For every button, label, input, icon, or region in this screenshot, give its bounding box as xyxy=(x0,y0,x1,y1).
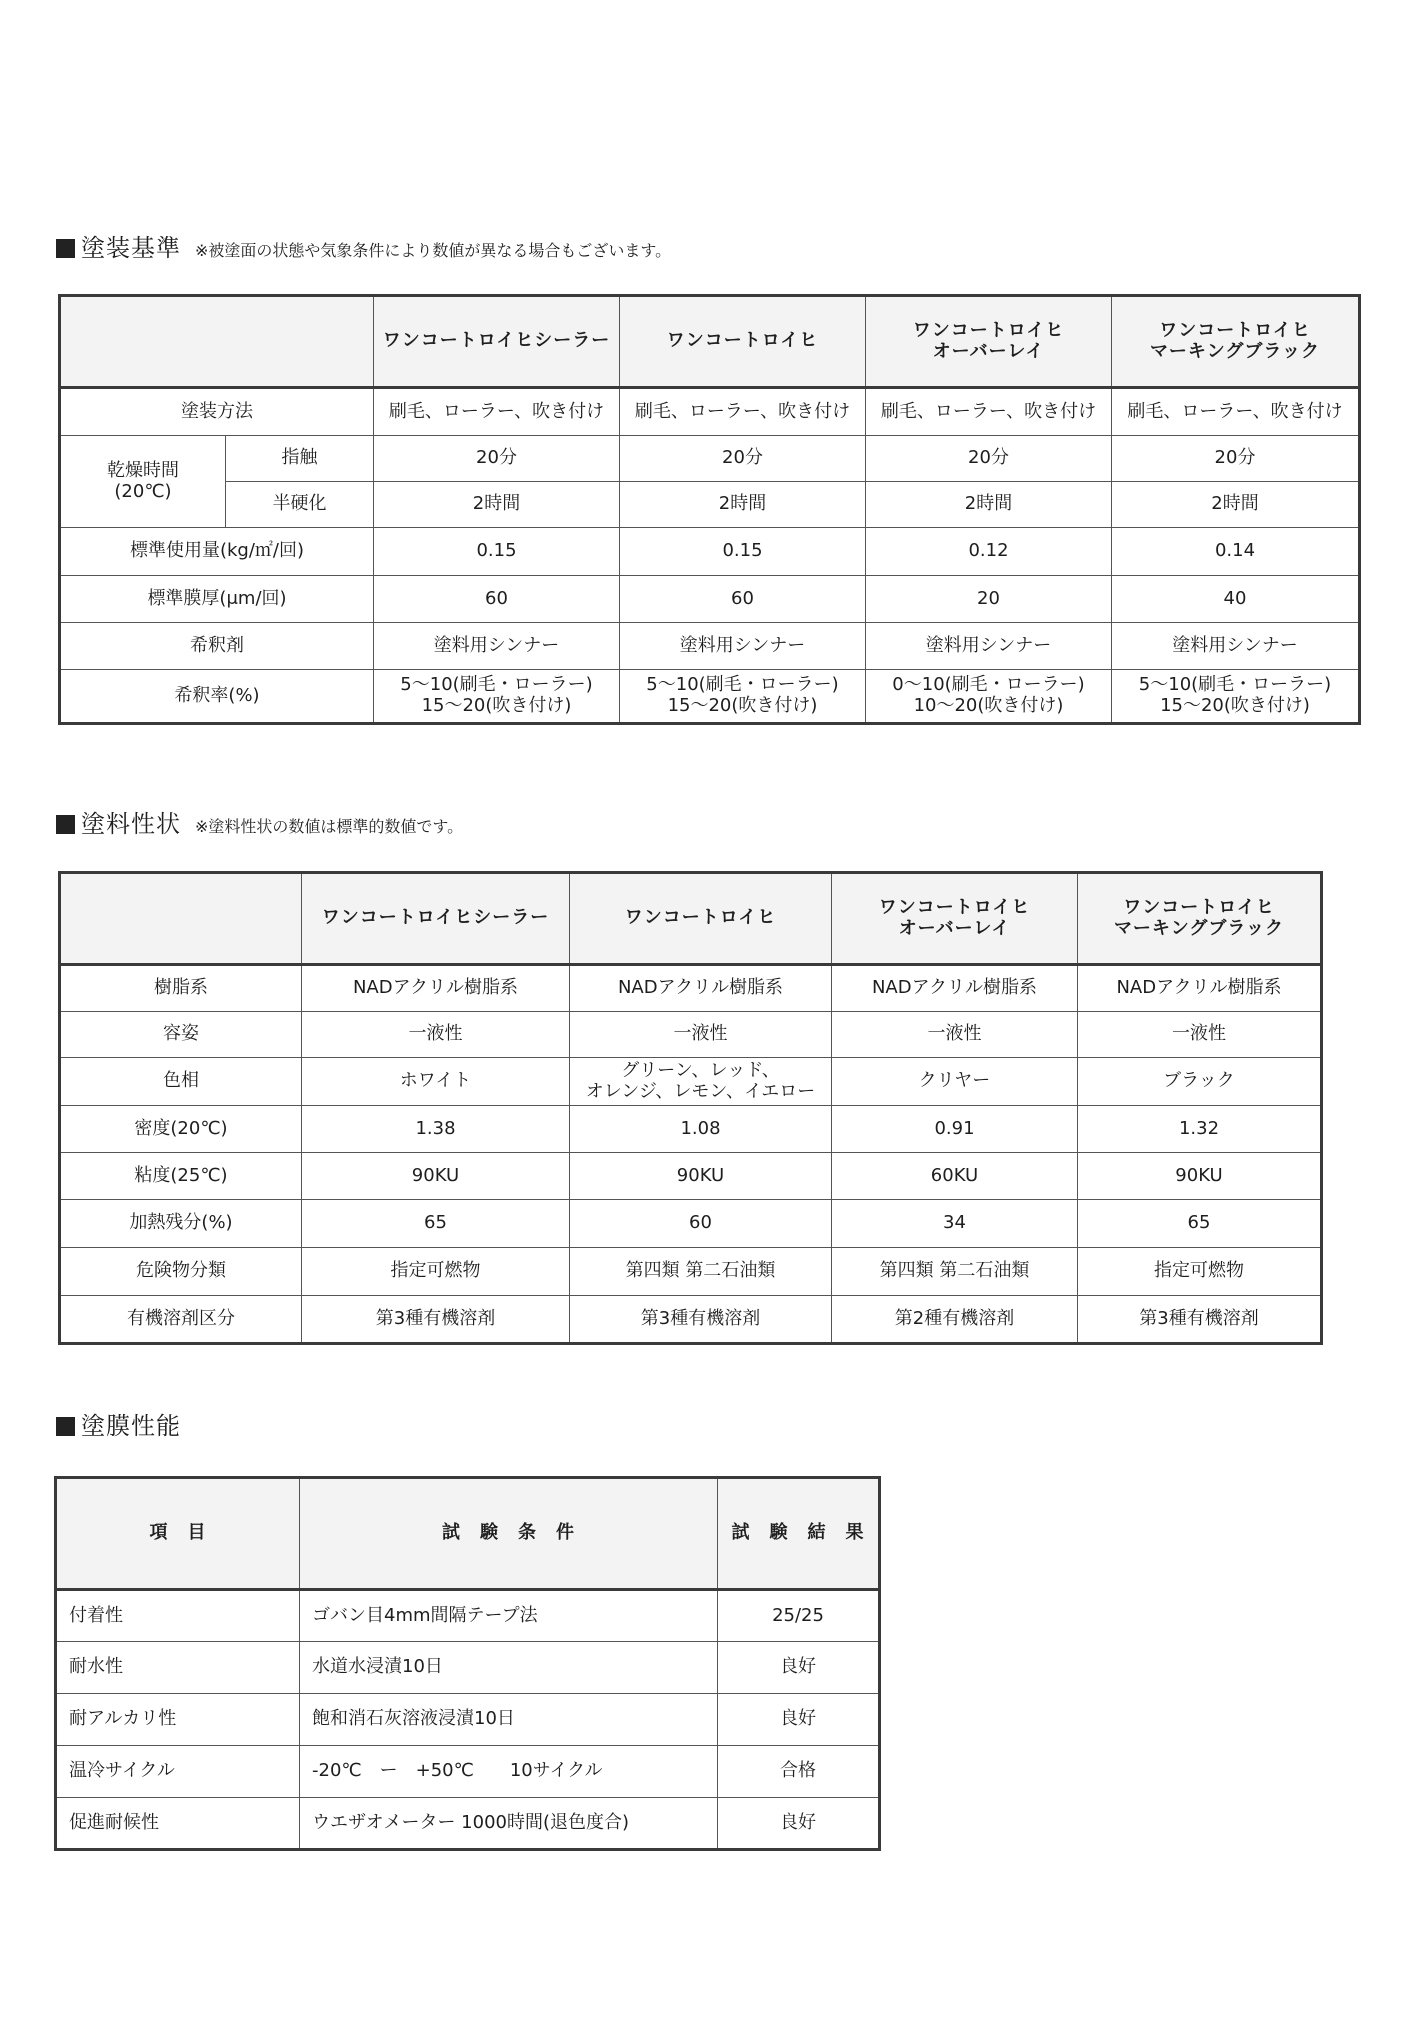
result-cell: 合格 xyxy=(718,1746,880,1798)
cell-line: 65 xyxy=(1187,1212,1211,1234)
row-label: 色相 xyxy=(60,1058,302,1106)
cell-line: ブラック xyxy=(1163,1070,1235,1092)
item-cell: 耐水性 xyxy=(56,1642,300,1694)
row-label: 密度(20℃) xyxy=(60,1106,302,1153)
cell-value: 5～10(刷毛・ローラー) 15～20(吹き付け) xyxy=(374,670,620,724)
cell-value: 0～10(刷毛・ローラー) 10～20(吹き付け) xyxy=(866,670,1112,724)
cell-line: 一液性 xyxy=(673,1023,728,1045)
cell-line: 90KU xyxy=(411,1164,460,1186)
cell-line: 第3種有機溶剤 xyxy=(640,1307,761,1329)
cell-line: 第四類 第二石油類 xyxy=(879,1260,1030,1282)
cell-value: 5～10(刷毛・ローラー) 15～20(吹き付け) xyxy=(1112,670,1360,724)
square-bullet-icon xyxy=(56,815,75,834)
cell-line: ホワイト xyxy=(399,1070,472,1092)
cell-value: 刷毛、ローラー、吹き付け xyxy=(866,388,1112,436)
row-label: 標準膜厚(μm/回) xyxy=(60,576,374,623)
cell-line: NADアクリル樹脂系 xyxy=(1116,977,1282,999)
section-note: ※塗料性状の数値は標準的数値です。 xyxy=(195,817,464,836)
cell-line: NADアクリル樹脂系 xyxy=(617,977,784,999)
cell-value: 20分 xyxy=(374,436,620,482)
cell-value: 0.15 xyxy=(374,528,620,576)
condition-cell: ゴバン目4mm間隔テープ法 xyxy=(300,1590,718,1642)
table-row xyxy=(60,436,1360,482)
section-title-paint-properties xyxy=(56,812,463,836)
table-row xyxy=(56,1798,880,1850)
coating-standard-table xyxy=(58,294,1361,725)
paint-properties-table xyxy=(58,871,1323,1345)
cell-value xyxy=(302,1248,570,1296)
row-label: 塗装方法 xyxy=(60,388,374,436)
table-row xyxy=(60,1058,1322,1106)
cell-value: 塗料用シンナー xyxy=(866,623,1112,670)
cell-value xyxy=(832,965,1078,1012)
cell-value xyxy=(1078,1106,1322,1153)
table-header-row xyxy=(60,296,1360,388)
cell-line: 65 xyxy=(424,1212,447,1234)
table-row xyxy=(60,482,1360,528)
cell-value xyxy=(570,1296,832,1344)
cell-value: 2時間 xyxy=(866,482,1112,528)
table-row xyxy=(60,528,1360,576)
sub-label: 指触 xyxy=(226,436,374,482)
cell-value xyxy=(570,1058,832,1106)
cell-line: 第3種有機溶剤 xyxy=(375,1307,496,1329)
cell-value xyxy=(1078,1153,1322,1200)
cell-value: 2時間 xyxy=(374,482,620,528)
cell-line: グリーン、レッド、 xyxy=(621,1059,780,1081)
cell-value: 40 xyxy=(1112,576,1360,623)
title-text: 塗膜性能 xyxy=(81,1412,181,1440)
cell-value: 刷毛、ローラー、吹き付け xyxy=(1112,388,1360,436)
section-title-film-performance xyxy=(56,1414,181,1438)
table-row xyxy=(60,388,1360,436)
cell-value xyxy=(832,1012,1078,1058)
title-text: 塗料性状 xyxy=(81,810,181,838)
cell-line: 0.91 xyxy=(934,1117,975,1139)
item-cell: 促進耐候性 xyxy=(56,1798,300,1850)
header-result: 試 験 結 果 xyxy=(718,1478,880,1590)
cell-value xyxy=(832,1106,1078,1153)
product-header: ワンコートロイヒ オーバーレイ xyxy=(832,873,1078,965)
product-header: ワンコートロイヒシーラー xyxy=(302,873,570,965)
cell-line: 一液性 xyxy=(1172,1023,1226,1045)
cell-value xyxy=(832,1058,1078,1106)
cell-value xyxy=(1078,1248,1322,1296)
cell-value: 刷毛、ローラー、吹き付け xyxy=(620,388,866,436)
table-row xyxy=(60,1200,1322,1248)
paint-properties-body xyxy=(60,965,1322,1344)
header-item: 項 目 xyxy=(56,1478,300,1590)
cell-value: 20分 xyxy=(620,436,866,482)
cell-value xyxy=(1078,1012,1322,1058)
table-row xyxy=(56,1694,880,1746)
table-header-row xyxy=(60,873,1322,965)
title-text: 塗装基準 xyxy=(81,234,181,262)
cell-value: 0.15 xyxy=(620,528,866,576)
table-row xyxy=(60,670,1360,724)
cell-value: 60 xyxy=(620,576,866,623)
cell-value: 塗料用シンナー xyxy=(620,623,866,670)
cell-value: 60 xyxy=(374,576,620,623)
product-header: ワンコートロイヒ xyxy=(570,873,832,965)
product-header: ワンコートロイヒ マーキングブラック xyxy=(1078,873,1322,965)
row-label: 加熱残分(%) xyxy=(60,1200,302,1248)
row-label: 有機溶剤区分 xyxy=(60,1296,302,1344)
table-row xyxy=(56,1590,880,1642)
cell-value xyxy=(570,1200,832,1248)
product-header: ワンコートロイヒ xyxy=(620,296,866,388)
cell-value xyxy=(302,1296,570,1344)
cell-value: 塗料用シンナー xyxy=(374,623,620,670)
item-cell: 耐アルカリ性 xyxy=(56,1694,300,1746)
cell-value xyxy=(832,1296,1078,1344)
cell-line: NADアクリル樹脂系 xyxy=(352,977,519,999)
cell-value xyxy=(302,1200,570,1248)
cell-value xyxy=(1078,1058,1322,1106)
cell-line: 1.38 xyxy=(415,1117,456,1139)
cell-line: 34 xyxy=(943,1212,966,1234)
cell-line: NADアクリル樹脂系 xyxy=(871,977,1038,999)
cell-value xyxy=(570,1012,832,1058)
cell-value: 0.12 xyxy=(866,528,1112,576)
result-cell: 25/25 xyxy=(718,1590,880,1642)
cell-value: 塗料用シンナー xyxy=(1112,623,1360,670)
cell-value xyxy=(302,1106,570,1153)
cell-value: 5～10(刷毛・ローラー) 15～20(吹き付け) xyxy=(620,670,866,724)
cell-value xyxy=(832,1248,1078,1296)
section-note: ※被塗面の状態や気象条件により数値が異なる場合もございます。 xyxy=(195,241,672,260)
product-header: ワンコートロイヒ マーキングブラック xyxy=(1112,296,1360,388)
cell-value xyxy=(302,1012,570,1058)
row-label: 樹脂系 xyxy=(60,965,302,1012)
cell-value xyxy=(570,1106,832,1153)
table-row xyxy=(56,1642,880,1694)
cell-value xyxy=(832,1200,1078,1248)
table-row xyxy=(60,576,1360,623)
cell-line: クリヤー xyxy=(918,1070,991,1092)
cell-value: 20分 xyxy=(866,436,1112,482)
table-row xyxy=(56,1746,880,1798)
cell-line: 第2種有機溶剤 xyxy=(894,1307,1015,1329)
table-row xyxy=(60,623,1360,670)
cell-value: 0.14 xyxy=(1112,528,1360,576)
cell-value: 20分 xyxy=(1112,436,1360,482)
cell-value xyxy=(302,965,570,1012)
cell-line: 指定可燃物 xyxy=(390,1260,481,1282)
cell-value: 20 xyxy=(866,576,1112,623)
row-label: 希釈率(%) xyxy=(60,670,374,724)
table-row xyxy=(60,1012,1322,1058)
item-cell: 温冷サイクル xyxy=(56,1746,300,1798)
cell-line: オレンジ、レモン、イエロー xyxy=(585,1080,816,1102)
cell-value xyxy=(1078,1200,1322,1248)
table-row xyxy=(60,1296,1322,1344)
cell-value xyxy=(570,1153,832,1200)
sub-label: 半硬化 xyxy=(226,482,374,528)
cell-line: 第3種有機溶剤 xyxy=(1139,1307,1259,1329)
table-header-row xyxy=(56,1478,880,1590)
product-header: ワンコートロイヒシーラー xyxy=(374,296,620,388)
condition-cell: 水道水浸漬10日 xyxy=(300,1642,718,1694)
row-label: 標準使用量(kg/㎡/回) xyxy=(60,528,374,576)
cell-value xyxy=(1078,965,1322,1012)
header-blank-cell xyxy=(60,296,374,388)
row-label: 容姿 xyxy=(60,1012,302,1058)
cell-value xyxy=(302,1058,570,1106)
cell-line: 1.08 xyxy=(680,1117,721,1139)
condition-cell: ウエザオメーター 1000時間(退色度合) xyxy=(300,1798,718,1850)
cell-line: 90KU xyxy=(1175,1164,1223,1186)
cell-line: 一液性 xyxy=(408,1023,463,1045)
result-cell: 良好 xyxy=(718,1642,880,1694)
row-label: 粘度(25℃) xyxy=(60,1153,302,1200)
row-label: 希釈剤 xyxy=(60,623,374,670)
square-bullet-icon xyxy=(56,1417,75,1436)
section-title-coating-standard xyxy=(56,236,671,260)
row-label: 危険物分類 xyxy=(60,1248,302,1296)
cell-line: 60KU xyxy=(930,1164,979,1186)
condition-cell: 飽和消石灰溶液浸漬10日 xyxy=(300,1694,718,1746)
table-row xyxy=(60,1106,1322,1153)
table-row xyxy=(60,965,1322,1012)
table-row xyxy=(60,1153,1322,1200)
header-condition: 試 験 条 件 xyxy=(300,1478,718,1590)
condition-cell: -20℃ ー +50℃ 10サイクル xyxy=(300,1746,718,1798)
film-performance-table xyxy=(54,1476,881,1851)
film-performance-body xyxy=(56,1590,880,1850)
result-cell: 良好 xyxy=(718,1694,880,1746)
cell-value: 刷毛、ローラー、吹き付け xyxy=(374,388,620,436)
cell-value: 2時間 xyxy=(1112,482,1360,528)
cell-value xyxy=(570,1248,832,1296)
cell-value xyxy=(570,965,832,1012)
item-cell: 付着性 xyxy=(56,1590,300,1642)
cell-line: 90KU xyxy=(676,1164,725,1186)
cell-line: 一液性 xyxy=(927,1023,982,1045)
cell-value: 2時間 xyxy=(620,482,866,528)
row-label-drying: 乾燥時間 (20℃) xyxy=(60,436,226,528)
header-blank-cell xyxy=(60,873,302,965)
square-bullet-icon xyxy=(56,239,75,258)
table-row xyxy=(60,1248,1322,1296)
cell-line: 1.32 xyxy=(1178,1117,1220,1139)
cell-value xyxy=(1078,1296,1322,1344)
cell-value xyxy=(832,1153,1078,1200)
product-header: ワンコートロイヒ オーバーレイ xyxy=(866,296,1112,388)
cell-line: 指定可燃物 xyxy=(1154,1260,1244,1282)
cell-line: 第四類 第二石油類 xyxy=(625,1260,776,1282)
result-cell: 良好 xyxy=(718,1798,880,1850)
cell-value xyxy=(302,1153,570,1200)
cell-line: 60 xyxy=(689,1212,712,1234)
